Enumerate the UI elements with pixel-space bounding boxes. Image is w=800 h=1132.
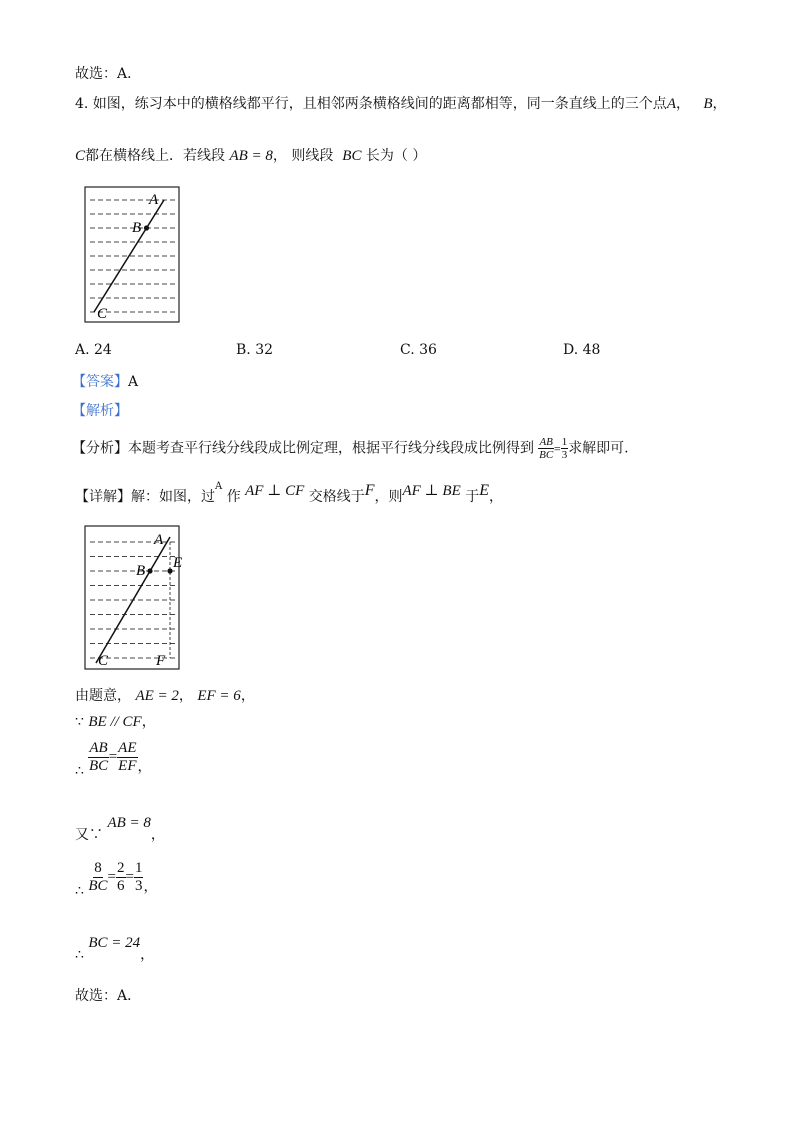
fraction-8-bc: $\frac{8}{BC}$ [88,860,108,894]
point-b-label: B [703,96,713,112]
comma: ， [675,96,690,112]
fraction-ab-bc-2: $\frac{AB}{BC}$ [88,740,109,774]
detail-line: 【详解】解：如图，过$^A$ 作 AF ⊥ CF 交格线于F，则AF ⊥ BE 于E， [75,481,503,505]
answer-label: 【答案】 [72,374,128,390]
ab-equals-8: AB = 8 [229,148,273,164]
step-parallel: ∵ BE // CF， [75,714,156,730]
fig1-label-c: C [97,306,108,322]
conclusion-final: 故选：A． [75,988,142,1004]
point-c-label: C [75,148,86,164]
bc-equals-24: BC = 24 [88,935,141,951]
fig1-label-b: B [132,220,142,236]
fenxi-label: 【分析】 [72,440,128,457]
fig2-label-f: F [156,653,166,669]
option-c: C. 36 [400,342,437,358]
question-4-text-3: ， 则线段 [272,148,334,164]
fenxi-line: 【分析】本题考查平行线分线段成比例定理，根据平行线分线段成比例得到 $\frac{AB}{BC}$ = $\frac{1}{3}$ 求解即可. [72,436,629,462]
fraction-ae-ef: $\frac{AE}{EF}$ [118,740,137,774]
point-b-dot [144,225,149,230]
point-e: E [479,482,489,499]
comma: ， [712,96,727,112]
figure-1-notebook [84,186,184,326]
figure-2-notebook [84,525,194,673]
step-result: ∴ BC = 24， [75,935,155,963]
option-b: B. 32 [236,342,274,358]
step-ab-8: 又∵ AB = 8， [75,815,165,843]
fenxi-end: 求解即可. [568,440,629,457]
option-a: A. 24 [75,342,112,358]
analysis-label: 【解析】 [72,403,128,419]
step-ratio: ∴ $\frac{AB}{BC}$ = $\frac{AE}{EF}$ ， [75,740,152,779]
because-symbol: ∵ [75,714,84,730]
ae-equals-2: AE = 2 [135,688,179,704]
fig1-label-a: A [149,192,159,208]
fraction-2-6: $\frac{2}{6}$ [117,860,125,894]
question-4-line2 [75,145,426,165]
segment-bc: BC [342,148,362,164]
line-abc [94,200,164,312]
question-4-text-2: 都在横格线上．若线段 [85,148,226,164]
step-given: 由题意， AE = 2， EF = 6， [75,688,255,704]
be-parallel-cf: BE // CF [88,714,142,730]
conclusion-prev: 故选：A． [75,66,142,82]
point-a-sup: A [215,481,223,493]
ab-equals-8-2: AB = 8 [107,815,151,831]
point-f: F [364,482,375,499]
question-4-line1 [75,93,727,113]
point-b-dot [147,568,152,573]
therefore-symbol: ∴ [75,947,84,963]
point-a-label: A [666,96,676,112]
fenxi-text: 本题考查平行线分线段成比例定理，根据平行线分线段成比例得到 [128,440,534,457]
fig2-label-c: C [98,653,109,669]
answer-value: A [128,374,139,390]
af-perp-be: AF ⊥ BE [402,483,461,499]
fraction-ab-bc: $\frac{AB}{BC}$ [539,436,554,462]
fig2-label-b: B [136,563,146,579]
step-proportion: ∴ $\frac{8}{BC}$ = $\frac{2}{6}$ = $\frac{1}{3}$ ， [75,860,158,899]
answer-line [72,371,138,391]
fraction-1-3: $\frac{1}{3}$ [561,436,568,462]
therefore-symbol: ∴ [75,763,84,779]
fig2-label-a: A [154,532,164,548]
af-perp-cf: AF ⊥ CF [245,483,305,499]
ef-equals-6: EF = 6 [197,688,241,704]
fraction-1-3-2: $\frac{1}{3}$ [134,860,143,894]
point-e-dot [167,568,172,573]
fig2-label-e: E [173,555,183,571]
option-d: D. 48 [563,342,601,358]
question-4-text-4: 长为（ ） [365,148,427,164]
question-4-text: 4. 如图，练习本中的横格线都平行，且相邻两条横格线间的距离都相等，同一条直线上的三个点 [75,96,667,112]
detail-label: 【详解】 [75,489,131,505]
therefore-symbol: ∴ [75,883,84,899]
